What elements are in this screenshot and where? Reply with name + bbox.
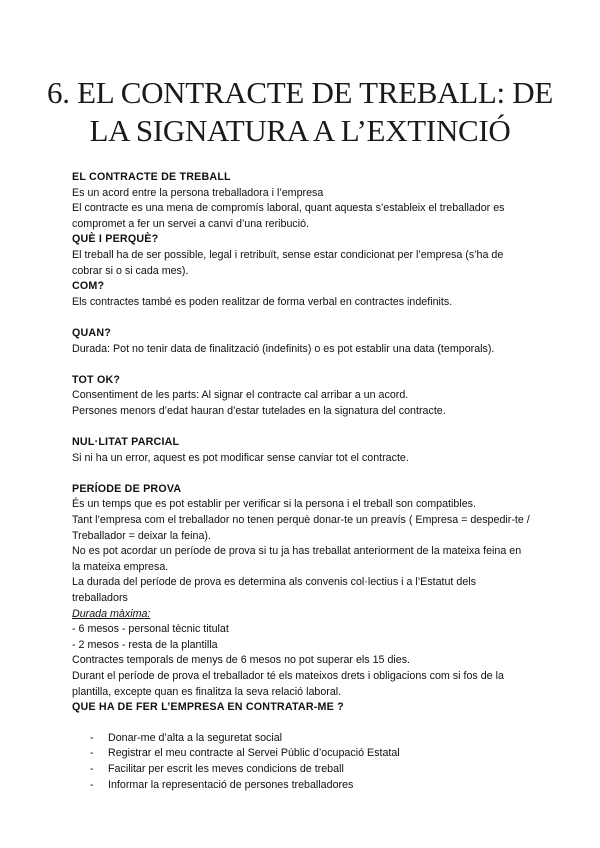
section-heading: COM? [72,280,105,293]
list-item: - Facilitar per escrit les meves condicions de treball [90,762,532,778]
section-heading: QUÈ I PERQUÈ? [72,233,159,246]
paragraph: Els contractes també es poden realitzar de forma verbal en contractes indefinits. [72,295,453,308]
paragraph: La durada del període de prova es determina als convenis col·lectius i a l’Estatut dels treballadors [72,576,476,605]
section-tot-ok [72,373,532,420]
document-title [40,74,560,150]
section-periode-prova [72,482,532,700]
section-quan [72,326,532,357]
paragraph: Consentiment de les parts: Al signar el contracte cal arribar a un acord. [72,389,409,402]
paragraph: Si ni ha un error, aquest es pot modificar sense canviar tot el contracte. [72,451,409,464]
section-empresa [72,700,532,793]
paragraph: Contractes temporals de menys de 6 mesos no pot superar els 15 dies. [72,654,411,667]
document-body [72,170,532,793]
paragraph: - 2 mesos - resta de la plantilla [72,638,218,651]
paragraph: No es pot acordar un període de prova si tu ja has treballat anteriorment de la mateixa feina en la mateixa empresa. [72,545,522,573]
paragraph: Tant l’empresa com el treballador no tenen perquè donar-te un preavís ( Empresa = despedir-te / Treballador = deixar la feina). [72,514,530,542]
paragraph: És un temps que es pot establir per verificar si la persona i el treball son compatibles. [72,498,476,511]
paragraph: El treball ha de ser possible, legal i retribuït, sense estar condicionat per l’empresa (s’ha de cobrar si o si cada mes). [72,248,504,277]
section-heading: PERÍODE DE PROVA [72,482,182,495]
section-heading: TOT OK? [72,373,121,386]
section-nullitat [72,435,532,466]
list-item: - Informar la representació de persones treballadores [90,778,532,794]
section-que-perque [72,232,532,279]
list-item: - Donar-me d’alta a la seguretat social [90,731,532,747]
list-item: - Registrar el meu contracte al Servei Públic d’ocupació Estatal [90,746,532,762]
section-heading: QUAN? [72,326,111,339]
title-line-2: LA SIGNATURA A L’EXTINCIÓ [89,113,511,148]
paragraph: Persones menors d’edat hauran d’estar tutelades en la signatura del contracte. [72,404,446,417]
paragraph: Durant el període de prova el treballador té els mateixos drets i obligacions com si fos de la plantilla, excepte quan es finalitza la seva relació laboral. [72,670,504,698]
section-heading: EL CONTRACTE DE TREBALL [72,171,231,183]
section-heading: QUE HA DE FER L’EMPRESA EN CONTRATAR-ME ? [72,701,344,714]
paragraph: El contracte es una mena de compromís laboral, quant aquesta s’estableix el treballador es compromet a fer un servei a canvi d’una reribució. [72,202,505,230]
title-line-1: 6. EL CONTRACTE DE TREBALL: DE [47,75,553,110]
paragraph: Es un acord entre la persona treballadora i l’empresa [72,186,324,199]
section-contracte [72,170,532,232]
paragraph: Durada: Pot no tenir data de finalització (indefinits) o es pot establir una data (temporals). [72,342,495,355]
bullet-list [72,731,532,793]
section-heading: NUL·LITAT PARCIAL [72,436,180,449]
section-com [72,279,532,310]
paragraph: - 6 mesos - personal tècnic titulat [72,623,229,636]
subheading-durada-maxima: Durada màxima: [72,607,151,620]
